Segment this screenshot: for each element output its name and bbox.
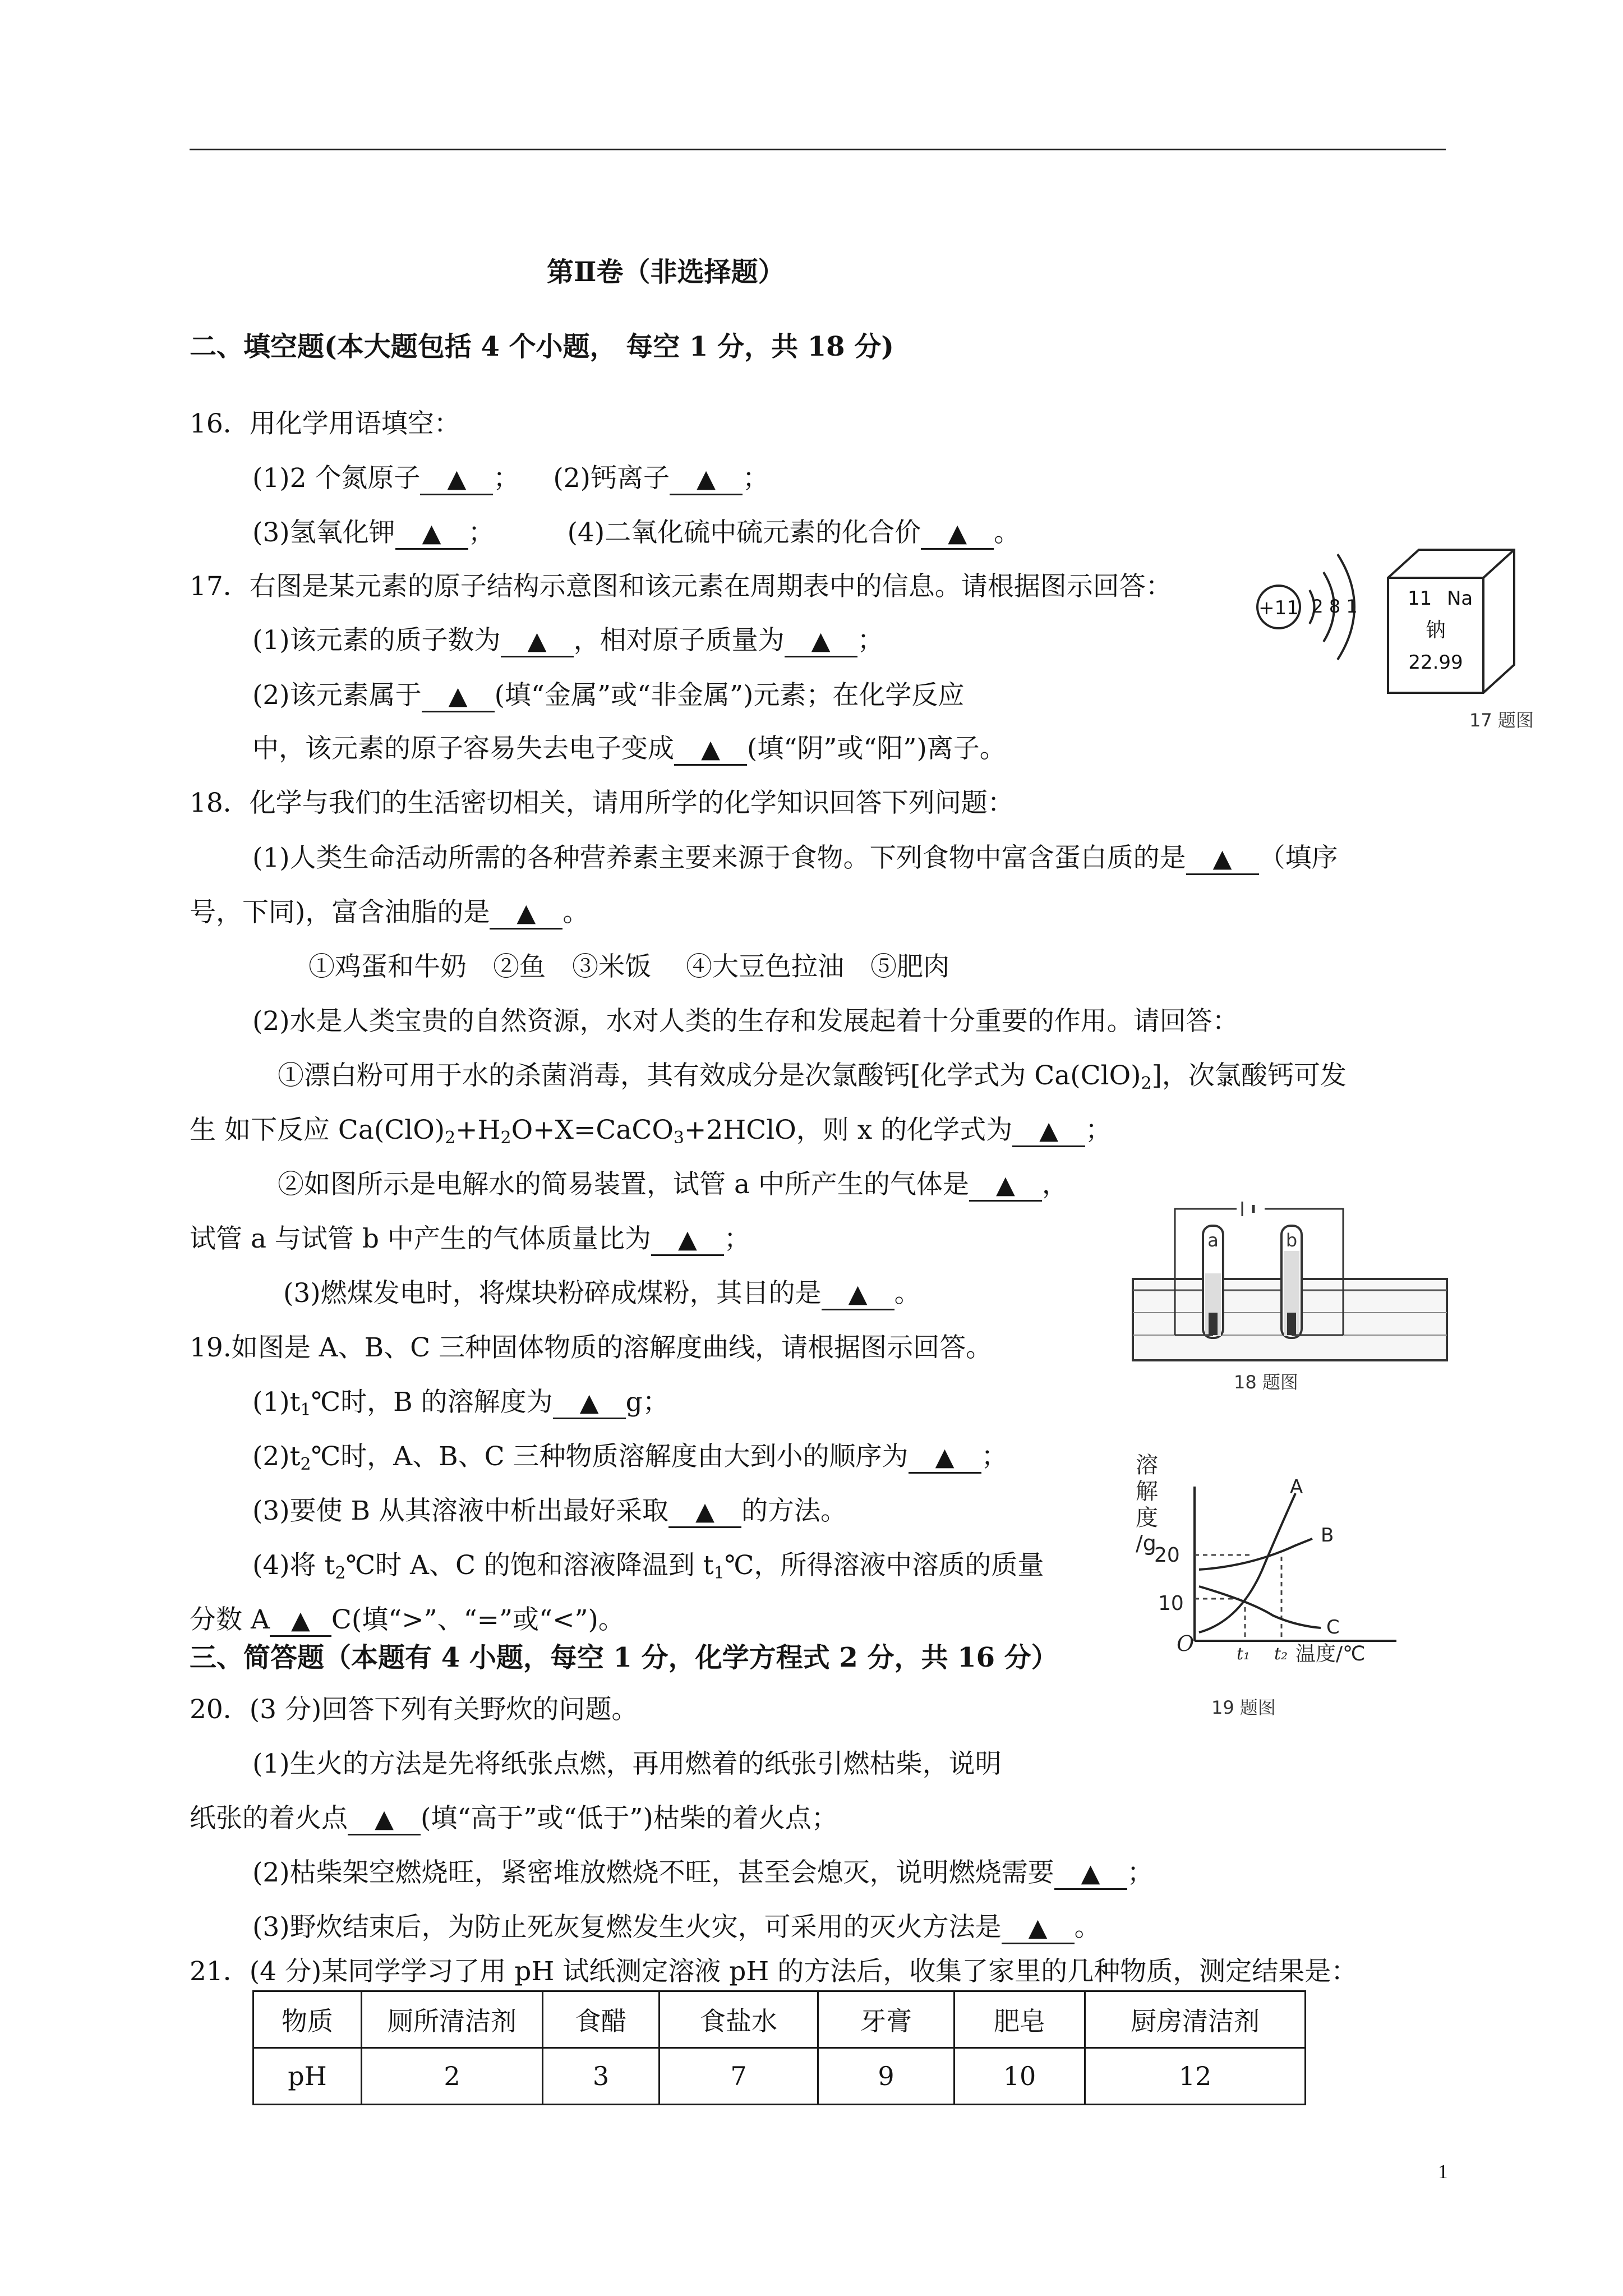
q17-line2: (2)该元素属于 ▲ (填“金属”或“非金属”)元素；在化学反应 xyxy=(252,679,964,712)
part2-heading: 二、填空题(本大题包括 4 个小题， 每空 1 分，共 18 分) xyxy=(190,331,894,362)
figure-17-caption: 17 题图 xyxy=(1469,710,1534,731)
answer-blank[interactable] xyxy=(553,1388,626,1419)
x-tick-t1: t₁ xyxy=(1237,1644,1251,1664)
curve-c xyxy=(1199,1586,1321,1628)
y-axis-label-2: 解 xyxy=(1136,1479,1158,1504)
q19-stem: 19.如图是 A、B、C 三种固体物质的溶解度曲线，请根据图示回答。 xyxy=(190,1332,993,1363)
curve-b-label: B xyxy=(1321,1524,1334,1547)
triangle-icon: ▲ xyxy=(1028,1913,1048,1942)
answer-blank[interactable] xyxy=(1002,1913,1075,1944)
triangle-icon: ▲ xyxy=(422,519,441,547)
triangle-icon: ▲ xyxy=(811,627,831,655)
element-name: 钠 xyxy=(1425,619,1446,642)
y-axis-unit: /g xyxy=(1136,1531,1156,1556)
ph-table xyxy=(252,1990,1306,2105)
q16-line2: (3)氢氧化钾 ▲ ； (4)二氧化硫中硫元素的化合价 ▲ 。 xyxy=(252,516,1020,550)
page-number: 1 xyxy=(1438,2160,1448,2183)
section-title: 第Ⅱ卷（非选择题） xyxy=(547,256,785,288)
tube-b-label: b xyxy=(1285,1230,1298,1251)
table-cell: 食醋 xyxy=(543,1991,660,2048)
table-row xyxy=(253,2048,1306,2105)
table-cell: pH xyxy=(253,2048,362,2105)
q18-line7: 试管 a 与试管 b 中产生的气体质量比为 ▲ ； xyxy=(190,1222,750,1256)
q18-line2: 号，下同)，富含油脂的是 ▲ 。 xyxy=(190,896,589,930)
answer-blank[interactable] xyxy=(670,464,743,495)
q20-stem: 20．(3 分)回答下列有关野炊的问题。 xyxy=(190,1694,638,1725)
q19-line5: 分数 A ▲ C(填“>”、“=”或“<”)。 xyxy=(190,1603,625,1637)
q16-stem: 16．用化学用语填空： xyxy=(190,408,460,439)
triangle-icon: ▲ xyxy=(448,682,468,710)
triangle-icon: ▲ xyxy=(695,1497,714,1526)
part3-heading: 三、简答题（本题有 4 小题，每空 1 分，化学方程式 2 分，共 16 分） xyxy=(190,1642,1058,1673)
answer-blank[interactable] xyxy=(1012,1116,1085,1147)
table-cell: 3 xyxy=(543,2048,660,2105)
figure-18-caption: 18 题图 xyxy=(1234,1372,1298,1393)
triangle-icon: ▲ xyxy=(527,627,547,655)
curve-b xyxy=(1199,1539,1312,1570)
answer-blank[interactable] xyxy=(1186,844,1259,875)
table-cell: 10 xyxy=(955,2048,1085,2105)
q18-line4: ①漂白粉可用于水的杀菌消毒，其有效成分是次氯酸钙[化学式为 $Ca(ClO)_2$]，次氯酸钙可发 xyxy=(278,1060,1347,1093)
header-rule xyxy=(190,149,1446,150)
figure-17 xyxy=(1245,539,1537,746)
answer-blank[interactable] xyxy=(785,626,857,657)
y-axis-label-3: 度 xyxy=(1136,1505,1158,1531)
electrode-b xyxy=(1287,1313,1296,1335)
table-cell: 厨房清洁剂 xyxy=(1085,1991,1306,2048)
answer-blank[interactable] xyxy=(501,626,574,657)
triangle-icon: ▲ xyxy=(848,1280,868,1308)
y-tick-20: 20 xyxy=(1154,1544,1180,1567)
table-cell: 牙膏 xyxy=(818,1991,955,2048)
answer-blank[interactable] xyxy=(822,1279,895,1310)
figure-18 xyxy=(1122,1200,1458,1402)
triangle-icon: ▲ xyxy=(1212,844,1232,873)
q19-line3: (3)要使 B 从其溶液中析出最好采取 ▲ 的方法。 xyxy=(252,1494,847,1528)
answer-blank[interactable] xyxy=(969,1170,1042,1202)
triangle-icon: ▲ xyxy=(677,1225,697,1254)
table-cell: 2 xyxy=(362,2048,543,2105)
triangle-icon: ▲ xyxy=(697,464,716,493)
q19-line1: $(1)t_1℃$时，B 的溶解度为 ▲ g； xyxy=(252,1387,669,1420)
curve-c-label: C xyxy=(1326,1616,1340,1639)
q21-stem: 21．(4 分)某同学学习了用 pH 试纸测定溶液 pH 的方法后，收集了家里的几种物质，测定结果是： xyxy=(190,1956,1358,1987)
tube-a-label: a xyxy=(1207,1230,1219,1251)
table-cell: 9 xyxy=(818,2048,955,2105)
answer-blank[interactable] xyxy=(348,1804,421,1835)
table-cell: 食盐水 xyxy=(660,1991,818,2048)
q18-line1: (1)人类生命活动所需的各种营养素主要来源于食物。下列食物中富含蛋白质的是 ▲ （填序 xyxy=(252,841,1338,875)
element-symbol: Na xyxy=(1447,587,1473,610)
triangle-icon: ▲ xyxy=(948,519,967,547)
answer-blank[interactable] xyxy=(674,734,747,766)
triangle-icon: ▲ xyxy=(291,1606,310,1635)
table-cell: 7 xyxy=(660,2048,818,2105)
triangle-icon: ▲ xyxy=(995,1171,1015,1199)
triangle-icon: ▲ xyxy=(517,899,536,927)
q18-stem: 18．化学与我们的生活密切相关，请用所学的化学知识回答下列问题： xyxy=(190,788,1014,818)
q20-line3: (2)枯柴架空燃烧旺，紧密堆放燃烧不旺，甚至会熄灭，说明燃烧需要 ▲ ； xyxy=(252,1856,1154,1890)
atomic-mass: 22.99 xyxy=(1408,651,1463,674)
answer-blank[interactable] xyxy=(420,464,493,495)
y-tick-10: 10 xyxy=(1158,1592,1184,1615)
q17-line1: (1)该元素的质子数为 ▲ ，相对原子质量为 ▲ ； xyxy=(252,624,884,657)
answer-blank[interactable] xyxy=(395,518,468,550)
table-cell: 厕所清洁剂 xyxy=(362,1991,543,2048)
table-cell: 肥皂 xyxy=(955,1991,1085,2048)
q19-line2: $(2)t_2℃$时，A、B、C 三种物质溶解度由大到小的顺序为 ▲ ； xyxy=(252,1441,1008,1474)
answer-blank[interactable] xyxy=(490,898,562,930)
q20-line1: (1)生火的方法是先将纸张点燃，再用燃着的纸张引燃枯柴，说明 xyxy=(252,1749,1002,1779)
q18-line3: (2)水是人类宝贵的自然资源，水对人类的生存和发展起着十分重要的作用。请回答： xyxy=(252,1006,1239,1037)
atomic-number: 11 xyxy=(1408,587,1432,610)
triangle-icon: ▲ xyxy=(701,735,720,763)
x-axis-label: 温度/℃ xyxy=(1295,1642,1366,1665)
origin-label: O xyxy=(1177,1631,1195,1656)
q17-stem: 17．右图是某元素的原子结构示意图和该元素在周期表中的信息。请根据图示回答： xyxy=(190,571,1172,602)
answer-blank[interactable] xyxy=(1054,1858,1127,1890)
q18-line8: (3)燃煤发电时，将煤块粉碎成煤粉，其目的是 ▲ 。 xyxy=(283,1277,921,1310)
answer-blank[interactable] xyxy=(651,1225,724,1256)
answer-blank[interactable] xyxy=(422,681,495,712)
table-cell: 物质 xyxy=(253,1991,362,2048)
nucleus-charge: +11 xyxy=(1258,597,1299,619)
q20-line2: 纸张的着火点 ▲ (填“高于”或“低于”)枯柴的着火点； xyxy=(190,1802,838,1835)
table-header-row xyxy=(253,1991,1306,2048)
triangle-icon: ▲ xyxy=(1081,1859,1100,1888)
figure-19-caption: 19 题图 xyxy=(1211,1697,1276,1718)
q18-options: ①鸡蛋和牛奶 ②鱼 ③米饭 ④大豆色拉油 ⑤肥肉 xyxy=(308,951,949,982)
y-axis-label-1: 溶 xyxy=(1136,1452,1158,1478)
q19-line4: (4)将 $t_2℃$时 A、C 的饱和溶液降温到 $t_1℃$，所得溶液中溶质的质量 xyxy=(252,1550,1044,1583)
q18-line5: 生 如下反应 $Ca(ClO)_2+H_2O+X=CaCO_3+2HClO$，则 x 的化学式为 ▲ ； xyxy=(190,1115,1112,1148)
q20-line4: (3)野炊结束后，为防止死灰复燃发生火灾，可采用的灭火方法是 ▲ 。 xyxy=(252,1911,1101,1944)
q16-line1: (1)2 个氮原子 ▲ ； (2)钙离子 ▲ ； xyxy=(252,462,769,495)
answer-blank[interactable] xyxy=(921,518,994,550)
triangle-icon: ▲ xyxy=(447,464,467,493)
figure-19 xyxy=(1127,1447,1430,1739)
electron-configuration: 2 8 1 xyxy=(1312,596,1358,617)
answer-blank[interactable] xyxy=(270,1605,331,1637)
triangle-icon: ▲ xyxy=(935,1443,955,1471)
q17-line3: 中，该元素的原子容易失去电子变成 ▲ (填“阴”或“阳”)离子。 xyxy=(252,732,1006,766)
electrode-a xyxy=(1209,1313,1218,1335)
x-tick-t2: t₂ xyxy=(1274,1644,1288,1664)
answer-blank[interactable] xyxy=(668,1497,741,1528)
triangle-icon: ▲ xyxy=(1039,1116,1059,1145)
triangle-icon: ▲ xyxy=(579,1388,599,1417)
table-cell: 12 xyxy=(1085,2048,1306,2105)
q18-line6: ②如图所示是电解水的简易装置，试管 a 中所产生的气体是 ▲ ， xyxy=(278,1168,1068,1202)
triangle-icon: ▲ xyxy=(375,1805,394,1833)
answer-blank[interactable] xyxy=(909,1442,981,1474)
curve-a-label: A xyxy=(1290,1476,1303,1498)
